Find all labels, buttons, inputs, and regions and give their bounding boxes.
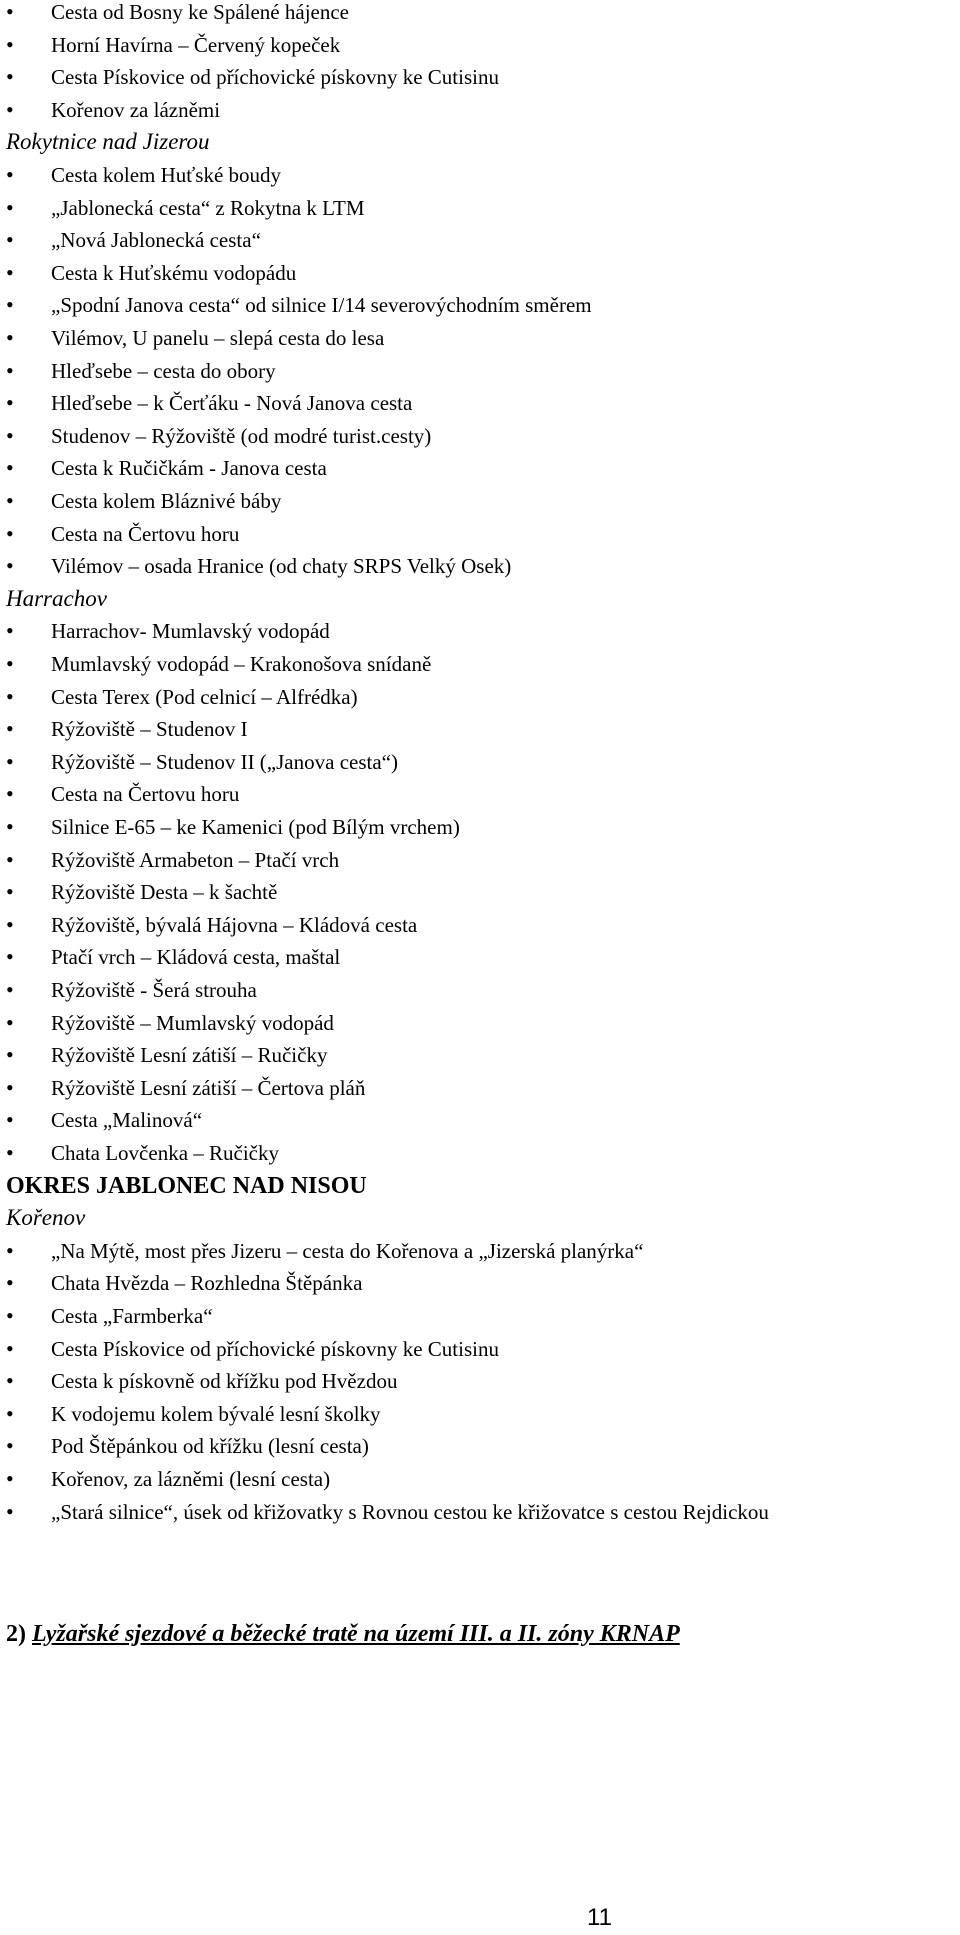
list-item	[0, 1007, 960, 1039]
list-item	[0, 615, 960, 647]
bullet-icon: •	[6, 716, 14, 741]
list-item	[0, 1496, 960, 1528]
list-item	[0, 811, 960, 843]
bullet-icon: •	[6, 1466, 14, 1491]
bullet-icon: •	[6, 1042, 14, 1067]
list-item-text: Cesta k Huťskému vodopádu	[51, 261, 297, 285]
list-item	[0, 0, 960, 28]
bullet-icon: •	[6, 1368, 14, 1393]
bullet-icon: •	[6, 1107, 14, 1132]
list-item	[0, 1267, 960, 1299]
list-item	[0, 159, 960, 191]
bullet-icon: •	[6, 64, 14, 89]
list-item	[0, 1463, 960, 1495]
bullet-icon: •	[6, 488, 14, 513]
bullet-icon: •	[6, 1303, 14, 1328]
list-item	[0, 550, 960, 582]
list-item	[0, 778, 960, 810]
list-item-text: Chata Lovčenka – Ručičky	[51, 1141, 280, 1165]
bullet-icon: •	[6, 977, 14, 1002]
bullet-icon: •	[6, 455, 14, 480]
list-item-text: Rýžoviště Armabeton – Ptačí vrch	[51, 848, 340, 872]
list-item-text: Cesta „Farmberka“	[51, 1304, 213, 1328]
list-item	[0, 1430, 960, 1462]
bullet-icon: •	[6, 944, 14, 969]
list-item-text: Harrachov- Mumlavský vodopád	[51, 619, 330, 643]
list-item	[0, 941, 960, 973]
list-item-text: Rýžoviště Lesní zátiší – Čertova pláň	[51, 1076, 366, 1100]
list-item	[0, 322, 960, 354]
list-item	[0, 61, 960, 93]
list-item-text: Studenov – Rýžoviště (od modré turist.cesty)	[51, 424, 432, 448]
bullet-icon: •	[6, 1010, 14, 1035]
bullet-icon: •	[6, 912, 14, 937]
bullet-icon: •	[6, 195, 14, 220]
list-item-text: Cesta Terex (Pod celnicí – Alfrédka)	[51, 685, 358, 709]
locality-heading: Harrachov	[6, 586, 107, 611]
bullet-icon: •	[6, 0, 14, 24]
bullet-icon: •	[6, 879, 14, 904]
bullet-icon: •	[6, 1238, 14, 1263]
list-item	[0, 648, 960, 680]
list-item-text: K vodojemu kolem bývalé lesní školky	[51, 1402, 381, 1426]
list-item-text: Hleďsebe – k Čerťáku - Nová Janova cesta	[51, 391, 413, 415]
list-item	[0, 844, 960, 876]
list-item-text: Pod Štěpánkou od křížku (lesní cesta)	[51, 1434, 369, 1458]
list-item-text: Horní Havírna – Červený kopeček	[51, 33, 341, 57]
list-item-text: Cesta kolem Bláznivé báby	[51, 489, 282, 513]
list-item	[0, 29, 960, 61]
bullet-icon: •	[6, 618, 14, 643]
bullet-icon: •	[6, 749, 14, 774]
list-item	[0, 355, 960, 387]
section-number: 2)	[6, 1621, 26, 1647]
list-item-text: Cesta kolem Huťské boudy	[51, 163, 282, 187]
list-item-text: „Spodní Janova cesta“ od silnice I/14 severovýchodním směrem	[51, 293, 592, 317]
list-item-text: „Stará silnice“, úsek od křižovatky s Rovnou cestou ke křižovatce s cestou Rejdickou	[51, 1500, 769, 1524]
list-item-text: Cesta Pískovice od příchovické pískovny ke Cutisinu	[51, 1337, 499, 1361]
list-item	[0, 1072, 960, 1104]
bullet-icon: •	[6, 1075, 14, 1100]
list-item-text: Rýžoviště – Studenov II („Janova cesta“)	[51, 750, 398, 774]
list-item-text: Rýžoviště Desta – k šachtě	[51, 880, 278, 904]
bullet-icon: •	[6, 97, 14, 122]
list-item	[0, 974, 960, 1006]
list-item	[0, 452, 960, 484]
bullet-icon: •	[6, 814, 14, 839]
bullet-icon: •	[6, 1401, 14, 1426]
locality-heading: Kořenov	[6, 1205, 86, 1230]
list-item	[0, 1039, 960, 1071]
list-item	[0, 518, 960, 550]
bullet-icon: •	[6, 423, 14, 448]
page-number: 11	[587, 1904, 612, 1931]
list-item	[0, 876, 960, 908]
list-item	[0, 713, 960, 745]
list-item-text: Ptačí vrch – Kládová cesta, maštal	[51, 945, 341, 969]
list-item-text: Rýžoviště Lesní zátiší – Ručičky	[51, 1043, 328, 1067]
list-item-text: Kořenov, za lázněmi (lesní cesta)	[51, 1467, 331, 1491]
section-title-text: Lyžařské sjezdové a běžecké tratě na území III. a II. zóny KRNAP	[32, 1621, 680, 1647]
bullet-icon: •	[6, 1433, 14, 1458]
list-item-text: Rýžoviště, bývalá Hájovna – Kládová cesta	[51, 913, 418, 937]
bullet-icon: •	[6, 32, 14, 57]
list-item-text: Vilémov – osada Hranice (od chaty SRPS Velký Osek)	[51, 554, 512, 578]
list-item	[0, 1333, 960, 1365]
bullet-icon: •	[6, 521, 14, 546]
list-item	[0, 257, 960, 289]
list-item-text: Cesta na Čertovu horu	[51, 522, 240, 546]
list-item-text: Cesta od Bosny ke Spálené hájence	[51, 0, 349, 24]
bullet-icon: •	[6, 651, 14, 676]
bullet-icon: •	[6, 260, 14, 285]
list-item-text: Cesta na Čertovu horu	[51, 782, 240, 806]
locality-heading: Rokytnice nad Jizerou	[6, 129, 210, 154]
list-item-text: Cesta Pískovice od příchovické pískovny ke Cutisinu	[51, 65, 499, 89]
bullet-icon: •	[6, 358, 14, 383]
list-item	[0, 485, 960, 517]
bullet-icon: •	[6, 1270, 14, 1295]
list-item-text: Mumlavský vodopád – Krakonošova snídaně	[51, 652, 432, 676]
section-title	[6, 1617, 680, 1651]
bullet-icon: •	[6, 292, 14, 317]
list-item-text: „Nová Jablonecká cesta“	[51, 228, 261, 252]
bullet-icon: •	[6, 1336, 14, 1361]
list-item	[0, 1300, 960, 1332]
list-item-text: Silnice E-65 – ke Kamenici (pod Bílým vrchem)	[51, 815, 460, 839]
list-item	[0, 387, 960, 419]
list-item	[0, 224, 960, 256]
list-item-text: „Jablonecká cesta“ z Rokytna k LTM	[51, 196, 365, 220]
list-item-text: Rýžoviště - Šerá strouha	[51, 978, 257, 1002]
list-item	[0, 1235, 960, 1267]
bullet-icon: •	[6, 553, 14, 578]
list-item-text: Rýžoviště – Studenov I	[51, 717, 248, 741]
bullet-icon: •	[6, 1499, 14, 1524]
list-item-text: Kořenov za lázněmi	[51, 98, 221, 122]
list-item	[0, 681, 960, 713]
list-item	[0, 746, 960, 778]
list-item	[0, 1398, 960, 1430]
list-item-text: Hleďsebe – cesta do obory	[51, 359, 276, 383]
bullet-icon: •	[6, 684, 14, 709]
district-heading: OKRES JABLONEC NAD NISOU	[6, 1173, 367, 1199]
list-item-text: Cesta k pískovně od křížku pod Hvězdou	[51, 1369, 398, 1393]
bullet-icon: •	[6, 227, 14, 252]
list-item-text: „Na Mýtě, most přes Jizeru – cesta do Kořenova a „Jizerská planýrka“	[51, 1239, 644, 1263]
list-item	[0, 192, 960, 224]
list-item	[0, 1104, 960, 1136]
bullet-icon: •	[6, 390, 14, 415]
bullet-icon: •	[6, 325, 14, 350]
list-item	[0, 420, 960, 452]
list-item	[0, 94, 960, 126]
list-item-text: Vilémov, U panelu – slepá cesta do lesa	[51, 326, 385, 350]
bullet-icon: •	[6, 1140, 14, 1165]
list-item	[0, 1365, 960, 1397]
list-item	[0, 1137, 960, 1169]
list-item-text: Cesta k Ručičkám - Janova cesta	[51, 456, 327, 480]
list-item-text: Rýžoviště – Mumlavský vodopád	[51, 1011, 334, 1035]
list-item	[0, 289, 960, 321]
list-item	[0, 909, 960, 941]
bullet-icon: •	[6, 781, 14, 806]
bullet-icon: •	[6, 162, 14, 187]
list-item-text: Cesta „Malinová“	[51, 1108, 203, 1132]
bullet-icon: •	[6, 847, 14, 872]
list-item-text: Chata Hvězda – Rozhledna Štěpánka	[51, 1271, 363, 1295]
